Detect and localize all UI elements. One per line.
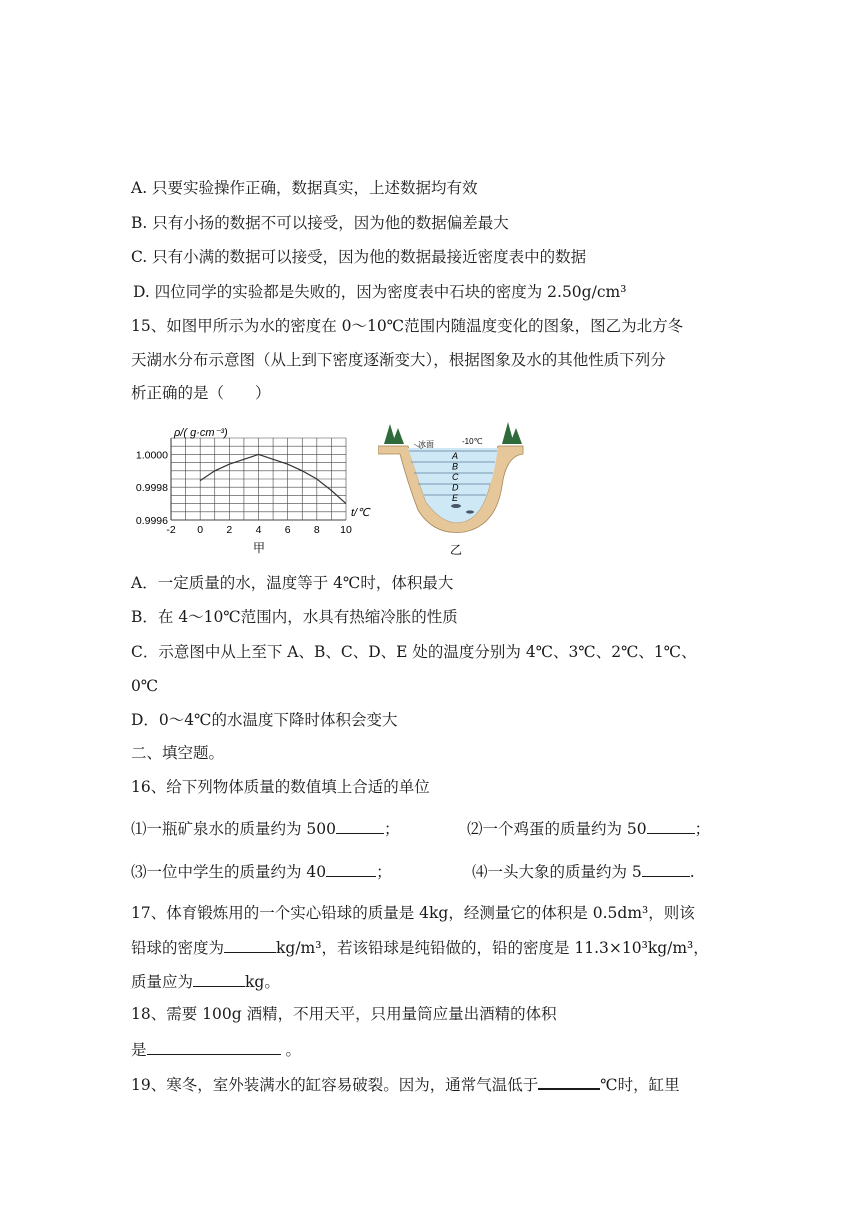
q17-density-blank[interactable] xyxy=(224,936,276,953)
y-tick-label: 1.0000 xyxy=(135,449,168,462)
question-15-line-1: 15、如图甲所示为水的密度在 0～10℃范围内随温度变化的图象，图乙为北方冬 xyxy=(131,317,684,335)
option-15b-line: B．在 4～10℃范围内，水具有热缩冷胀的性质 xyxy=(131,608,458,626)
question-15-line-2: 天湖水分布示意图（从上到下密度逐渐变大），根据图象及水的其他性质下列分 xyxy=(131,351,666,369)
chart-x-ticks xyxy=(166,524,352,536)
figure-yi-lake-diagram xyxy=(378,414,528,559)
question-16-item-4 xyxy=(472,860,695,882)
air-temperature-label: -10℃ xyxy=(462,437,483,446)
q17-line-2-rest: kg/m³，若该铅球是纯铅做的，铅的密度是 11.3×10³kg/m³， xyxy=(276,939,709,957)
x-tick-label: 0 xyxy=(197,524,204,536)
ice-surface-label: 冰面 xyxy=(418,440,434,449)
q16-item-2-text: ⑵一个鸡蛋的质量约为 50 xyxy=(467,820,647,838)
q18-volume-blank[interactable] xyxy=(147,1038,281,1055)
option-15a-line: A．一定质量的水，温度等于 4℃时，体积最大 xyxy=(131,574,454,592)
layer-label-b: B xyxy=(452,461,459,472)
option-a-line: A. 只要实验操作正确，数据真实，上述数据均有效 xyxy=(131,179,478,197)
y-tick-label: 0.9996 xyxy=(135,515,168,527)
option-15c-line-2: 0℃ xyxy=(131,677,159,695)
q17-line-2-start: 铅球的密度为 xyxy=(131,939,225,957)
chart-grid xyxy=(171,438,346,520)
layer-label-e: E xyxy=(452,493,459,503)
q18-line-2-start: 是 xyxy=(131,1041,147,1059)
question-17-line-3 xyxy=(131,970,280,992)
question-16-item-3 xyxy=(131,860,392,882)
q16-item-2-end: ； xyxy=(694,820,711,838)
figure-yi-caption: 乙 xyxy=(449,543,463,557)
q16-item-4-text: ⑷一头大象的质量约为 5 xyxy=(472,863,642,881)
question-16-stem: 16、给下列物体质量的数值填上合适的单位 xyxy=(131,778,430,796)
x-tick-label: 2 xyxy=(226,524,233,536)
question-15-line-3: 析正确的是（ ） xyxy=(131,384,271,402)
tree-left-icon xyxy=(384,424,404,444)
layer-labels xyxy=(451,451,459,503)
q18-line-2-end: 。 xyxy=(280,1041,301,1059)
y-tick-label: 0.9998 xyxy=(135,482,168,495)
q16-item-1-blank[interactable] xyxy=(336,817,384,834)
q19-temperature-blank[interactable] xyxy=(538,1072,600,1090)
q16-item-1-end: ； xyxy=(384,820,400,838)
layer-label-c: C xyxy=(452,472,459,482)
figure-jia-caption: 甲 xyxy=(252,541,266,555)
q17-line-3-start: 质量应为 xyxy=(131,973,194,991)
q16-item-3-blank[interactable] xyxy=(326,860,376,877)
option-c-line: C. 只有小满的数据可以接受，因为他的数据最接近密度表中的数据 xyxy=(131,248,587,266)
option-15c-line-1: C．示意图中从上至下 A、B、C、D、E 处的温度分别为 4℃、3℃、2℃、1℃、 xyxy=(131,643,697,661)
question-18-line-1: 18、需要 100g 酒精，不用天平，只用量筒应量出酒精的体积 xyxy=(131,1005,557,1023)
question-16-item-2 xyxy=(467,817,710,839)
question-16-item-1 xyxy=(131,817,400,839)
question-18-line-2 xyxy=(131,1038,301,1060)
q19-text-end: ℃时，缸里 xyxy=(600,1076,680,1094)
tree-right-icon xyxy=(502,422,522,444)
chart-y-axis-label: ρ/( g·cm⁻³) xyxy=(174,427,228,439)
q17-line-3-end: kg。 xyxy=(245,973,280,991)
q16-item-2-blank[interactable] xyxy=(647,817,695,834)
q16-item-3-end: ； xyxy=(376,863,392,881)
q16-item-4-blank[interactable] xyxy=(642,860,690,877)
q19-text-start: 19、寒冬，室外装满水的缸容易破裂。因为，通常气温低于 xyxy=(131,1076,539,1094)
q16-item-3-text: ⑶一位中学生的质量约为 40 xyxy=(131,863,327,881)
x-tick-label: 8 xyxy=(313,524,320,536)
figure-jia-density-chart xyxy=(128,416,378,556)
x-tick-label: 10 xyxy=(340,524,352,536)
option-d-line: D. 四位同学的实验都是失败的，因为密度表中石块的密度为 2.50g/cm³ xyxy=(133,283,627,301)
option-b-line: B. 只有小扬的数据不可以接受，因为他的数据偏差最大 xyxy=(131,214,509,232)
chart-y-ticks xyxy=(136,449,168,527)
layer-label-d: D xyxy=(452,482,459,493)
question-17-line-1: 17、体育锻炼用的一个实心铅球的质量是 4kg，经测量它的体积是 0.5dm³，则该 xyxy=(131,904,695,922)
q17-mass-blank[interactable] xyxy=(193,970,245,987)
section-heading-fill-blank: 二、填空题。 xyxy=(131,744,225,762)
layer-label-a: A xyxy=(452,451,459,461)
question-19-line-1 xyxy=(131,1072,680,1095)
x-tick-label: -2 xyxy=(166,524,176,536)
chart-x-axis-label: t/℃ xyxy=(351,507,370,519)
q16-item-1-text: ⑴一瓶矿泉水的质量约为 500 xyxy=(131,820,337,838)
x-tick-label: 6 xyxy=(284,524,291,536)
option-15d-line: D．0～4℃的水温度下降时体积会变大 xyxy=(131,711,398,729)
x-tick-label: 4 xyxy=(255,524,262,536)
question-17-line-2 xyxy=(131,936,709,958)
q16-item-4-end: . xyxy=(689,863,695,881)
